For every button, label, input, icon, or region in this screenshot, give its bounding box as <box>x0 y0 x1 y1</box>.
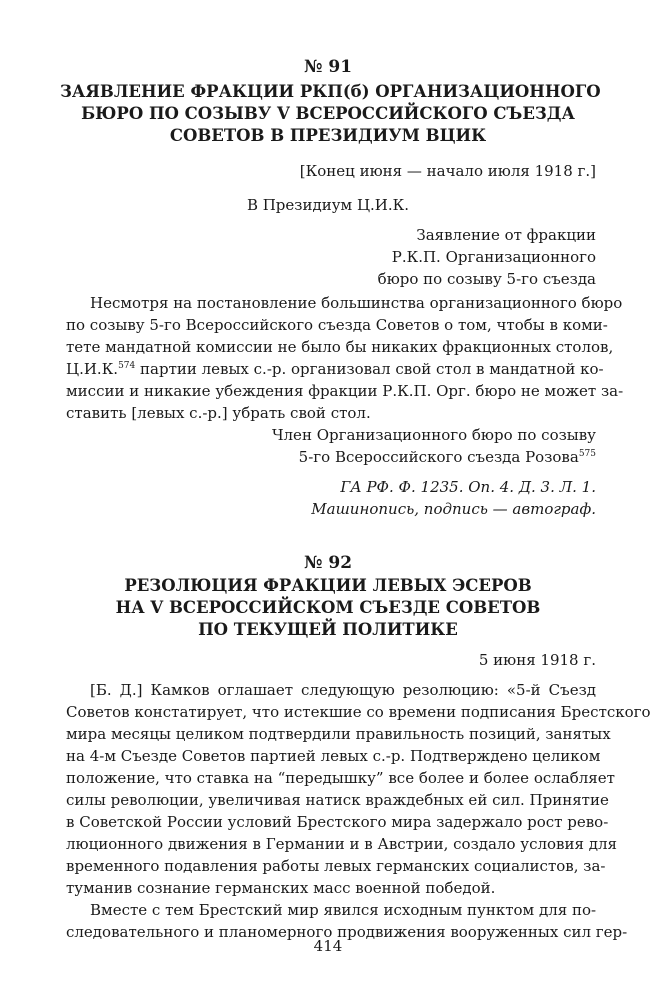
doc91-date: [Конец июня — начало июля 1918 г.] <box>299 162 596 180</box>
cik-text: Ц.И.К. <box>66 360 119 378</box>
doc91-body-line: Несмотря на постановление большинства организационного бюро <box>90 294 623 312</box>
doc92-body-line: Вместе с тем Брестский мир явился исходным пунктом для по- <box>90 901 597 919</box>
doc92-body-line: в Советской России условий Брестского мира задержало рост рево- <box>66 813 609 831</box>
doc92-body-line: мира месяцы целиком подтвердили правильность позиций, занятых <box>66 725 611 743</box>
doc92-body-line: на 4-м Съезде Советов партией левых с.-р. Подтверждено целиком <box>66 747 601 765</box>
doc91-from-line: Р.К.П. Организационного <box>391 248 596 266</box>
doc91-title-line: БЮРО ПО СОЗЫВУ V ВСЕРОССИЙСКОГО СЪЕЗДА <box>81 104 575 123</box>
doc91-source-line: ГА РФ. Ф. 1235. Оп. 4. Д. 3. Л. 1. <box>340 478 596 496</box>
doc91-from <box>378 224 596 290</box>
doc91-signature-line: Член Организационного бюро по созыву <box>271 426 596 444</box>
signature-name: 5-го Всероссийского съезда Розова <box>298 448 579 466</box>
doc91-body-line <box>66 358 604 380</box>
doc91-signature <box>272 424 596 468</box>
doc91-title <box>60 81 601 147</box>
doc92-title <box>60 575 596 641</box>
doc92-title-line: РЕЗОЛЮЦИЯ ФРАКЦИИ ЛЕВЫХ ЭСЕРОВ <box>124 576 532 595</box>
doc92-body-line: [Б. Д.] Камков оглашает следующую резолюцию: «5-й Съезд <box>90 681 596 699</box>
doc92-body-line: временного подавления работы левых германских социалистов, за- <box>66 857 606 875</box>
doc91-addressee: В Президиум Ц.И.К. <box>246 196 410 214</box>
doc91-body-line: тете мандатной комиссии не было бы никаких фракционных столов, <box>66 338 614 356</box>
doc92-date: 5 июня 1918 г. <box>478 651 596 669</box>
doc91-from-line: Заявление от фракции <box>416 226 596 244</box>
doc91-body <box>66 292 624 424</box>
page-number: 414 <box>313 937 343 955</box>
doc92-body-line: люционного движения в Германии и в Австрии, создало условия для <box>66 835 617 853</box>
doc91-body-line: ставить [левых с.-р.] убрать свой стол. <box>66 404 371 422</box>
doc91-body-line: по созыву 5-го Всероссийского съезда Советов о том, чтобы в коми- <box>66 316 608 334</box>
doc91-source <box>311 476 596 520</box>
doc92-title-line: ПО ТЕКУЩЕЙ ПОЛИТИКЕ <box>198 620 458 639</box>
doc92-title-line: НА V ВСЕРОССИЙСКОМ СЪЕЗДЕ СОВЕТОВ <box>115 598 541 617</box>
cik-rest: партии левых с.-р. организовал свой стол в мандатной ко- <box>135 360 604 378</box>
doc91-title-line: ЗАЯВЛЕНИЕ ФРАКЦИИ РКП(б) ОРГАНИЗАЦИОННОГО <box>60 82 601 101</box>
doc92-number: № 92 <box>303 553 353 573</box>
doc91-from-line: бюро по созыву 5-го съезда <box>377 270 596 288</box>
footnote-ref-575: 575 <box>578 449 596 459</box>
doc91-number: № 91 <box>303 57 353 77</box>
doc91-source-line: Машинопись, подпись — автограф. <box>311 500 596 518</box>
footnote-ref-574: 574 <box>118 361 136 371</box>
doc92-body-line: Советов констатирует, что истекшие со времени подписания Брестского <box>66 703 651 721</box>
doc92-body-line: силы революции, увеличивая натиск враждебных ей сил. Принятие <box>66 791 609 809</box>
doc92-body-line: туманив сознание германских масс военной победой. <box>66 879 496 897</box>
doc91-signature-line <box>272 446 596 468</box>
doc91-title-line: СОВЕТОВ В ПРЕЗИДИУМ ВЦИК <box>169 126 487 145</box>
doc92-body-line: следовательного и планомерного продвижения вооруженных сил гер- <box>66 923 628 941</box>
doc92-body <box>66 679 651 943</box>
doc92-body-line: положение, что ставка на “передышку” все более и более ослабляет <box>66 769 615 787</box>
doc91-body-line: миссии и никакие убеждения фракции Р.К.П. Орг. бюро не может за- <box>66 382 624 400</box>
